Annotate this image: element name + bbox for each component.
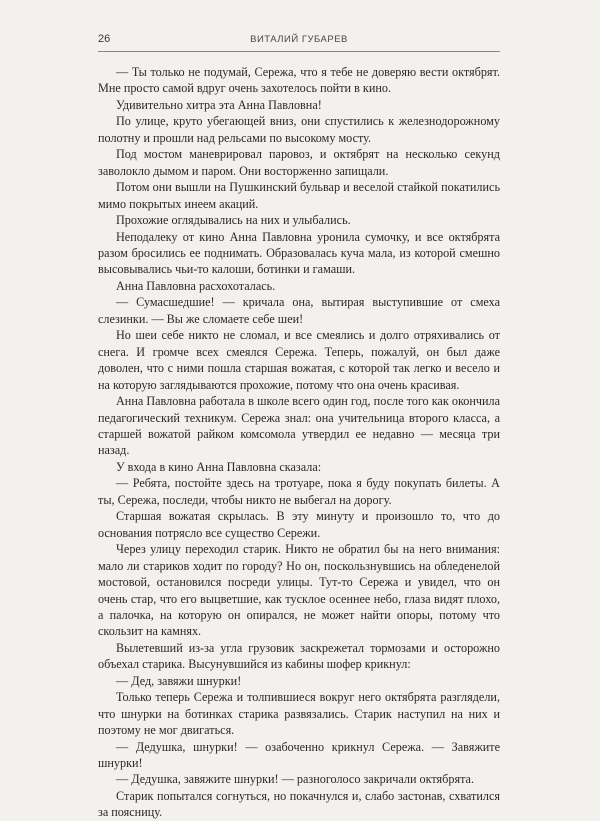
running-title: ВИТАЛИЙ ГУБАРЕВ — [250, 34, 348, 45]
paragraph: Анна Павловна работала в школе всего один год, после того как окончила педагогический техникум. Сережа знал: она учительница второго класса, а старшей вожатой райком комсомола утвердил ее недавно — месяца три назад. — [98, 394, 500, 458]
paragraph: Вылетевший из-за угла грузовик заскрежетал тормозами и осторожно объехал старика. Высунувшийся из кабины шофер крикнул: — [98, 640, 500, 672]
paragraph: Анна Павловна расхохоталась. — [116, 278, 276, 293]
paragraph: — Дедушка, завяжите шнурки! — разноголосо закричали октябрята. — [116, 772, 474, 787]
paragraph: — Ребята, постойте здесь на тротуаре, пока я буду покупать билеты. А ты, Сережа, последи, чтобы никто не выбегал на дорогу. — [98, 476, 500, 507]
paragraph: Неподалеку от кино Анна Павловна уронила сумочку, и все октябрята разом бросились ее поднимать. Образовалась куча мала, из которой смешно высовывались чьи-то калоши, ботинки и гамаши. — [98, 229, 500, 277]
paragraph: — Ты только не подумай, Сережа, что я тебе не доверяю вести октябрят. Мне просто самой вдруг очень захотелось пойти в кино. — [98, 65, 500, 96]
paragraph: Через улицу переходил старик. Никто не обратил бы на него внимания: мало ли стариков ходит по городу? Но он, поскользнувшись на обледенелой мостовой, остановился посреди улицы. Тут-то Сережа и увидел, что он очень стар, что его выцветшие, как тусклое осеннее небо, глаза видят плохо, а палочка, на которую он опирался, не может найти опоры, потому что скользит на камнях. — [98, 542, 500, 639]
paragraph: Только теперь Сережа и толпившиеся вокруг него октябрята разглядели, что шнурки на ботинках старика развязались. Старик наступил на них и поэтому не мог двигаться. — [98, 690, 500, 738]
page-header — [98, 33, 500, 52]
paragraph: Под мостом маневрировал паровоз, и октябрят на несколько секунд заволокло дымом и паром. Они восторженно запищали. — [98, 147, 500, 178]
paragraph: По улице, круто убегающей вниз, они спустились к железнодорожному полотну и прошли над рельсами по высокому мосту. — [98, 114, 500, 145]
paragraph: Но шеи себе никто не сломал, и все смеялись и долго отряхивались от снега. И громче всех смеялся Сережа. Теперь, пожалуй, он был даже доволен, что с ними пошла старшая вожатая, с которой так легко и весело и на которую заглядываются прохожие, потому что она очень красивая. — [98, 328, 500, 392]
paragraph: — Сумасшедшие! — кричала она, вытирая выступившие от смеха слезинки. — Вы же сломаете себе шеи! — [98, 295, 500, 326]
paragraph: Потом они вышли на Пушкинский бульвар и веселой стайкой покатились мимо покрытых инеем акаций. — [98, 180, 500, 211]
paragraph: — Дедушка, шнурки! — озабоченно крикнул Сережа. — Завяжите шнурки! — [98, 739, 500, 771]
paragraph: Удивительно хитра эта Анна Павловна! — [116, 97, 322, 112]
page-number: 26 — [98, 33, 111, 45]
paragraph: Старик попытался согнуться, но покачнулся и, слабо застонав, схватился за поясницу. — [98, 788, 500, 820]
paragraph: Старшая вожатая скрылась. В эту минуту и произошло то, что до основания потрясло все существо Сережи. — [98, 509, 500, 540]
body-text — [98, 64, 500, 821]
paragraph: Прохожие оглядывались на них и улыбались. — [116, 213, 351, 228]
paragraph: У входа в кино Анна Павловна сказала: — [116, 459, 322, 474]
paragraph: — Дед, завяжи шнурки! — [116, 673, 242, 688]
